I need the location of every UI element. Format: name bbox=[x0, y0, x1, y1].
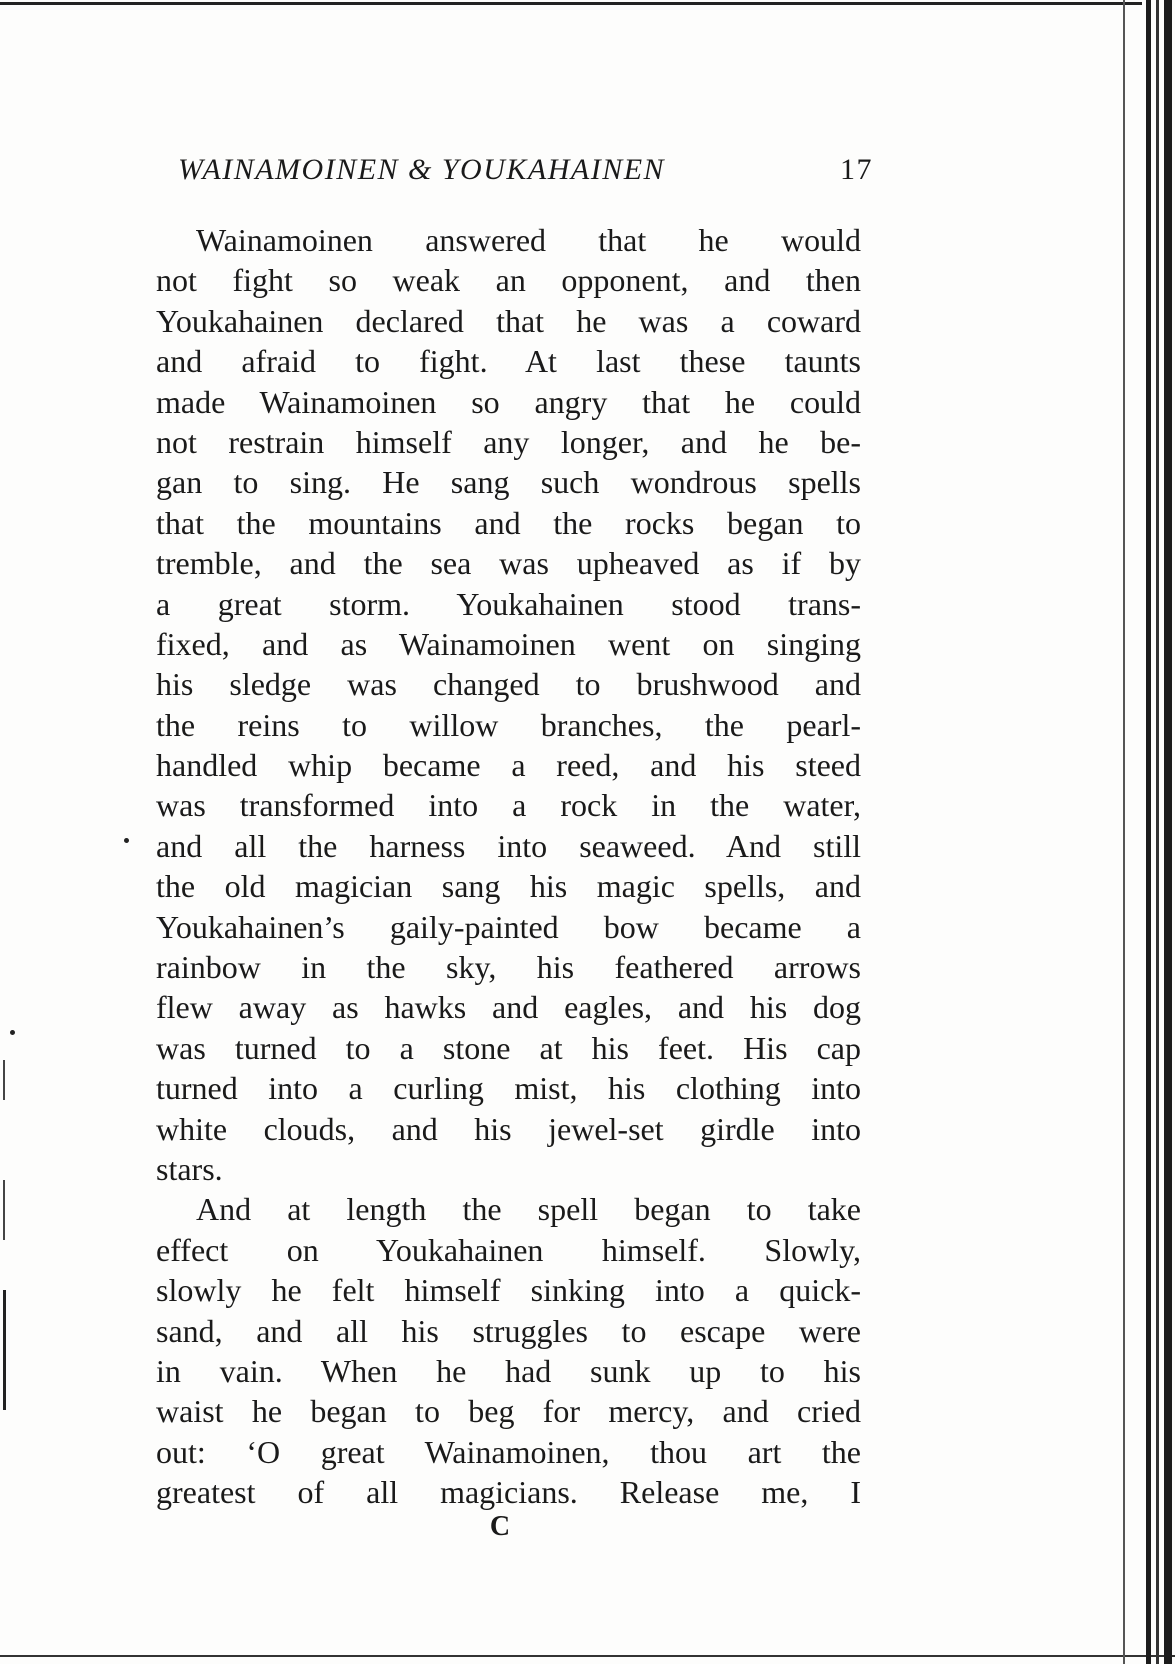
ink-speck bbox=[10, 1030, 15, 1035]
binding-edge bbox=[1146, 0, 1151, 1664]
text-line: the reins to willow branches, the pearl- bbox=[156, 706, 861, 743]
text-line: And at length the spell began to take bbox=[196, 1191, 861, 1228]
text-line: not restrain himself any longer, and he be- bbox=[156, 423, 861, 460]
scan-margin-mark bbox=[3, 1180, 5, 1240]
text-line: was transformed into a rock in the water, bbox=[156, 787, 861, 824]
scan-margin-mark bbox=[3, 1290, 6, 1410]
text-line: tremble, and the sea was upheaved as if by bbox=[156, 545, 861, 582]
text-line: greatest of all magicians. Release me, I bbox=[156, 1474, 861, 1511]
text-line: his sledge was changed to brushwood and bbox=[156, 666, 861, 703]
text-line: turned into a curling mist, his clothing into bbox=[156, 1070, 861, 1107]
text-line: waist he began to beg for mercy, and cried bbox=[156, 1393, 861, 1430]
scan-margin-mark bbox=[3, 1060, 5, 1100]
text-line: made Wainamoinen so angry that he could bbox=[156, 383, 861, 420]
binding-edge bbox=[1123, 0, 1125, 1664]
text-line: fixed, and as Wainamoinen went on singing bbox=[156, 625, 861, 662]
text-line: white clouds, and his jewel-set girdle into bbox=[156, 1110, 861, 1147]
text-line: Youkahainen’s gaily-painted bow became a bbox=[156, 908, 861, 945]
body-text bbox=[156, 220, 861, 1513]
text-line: that the mountains and the rocks began to bbox=[156, 504, 861, 541]
text-line: and all the harness into seaweed. And still bbox=[156, 827, 861, 864]
text-line: flew away as hawks and eagles, and his dog bbox=[156, 989, 861, 1026]
text-line: the old magician sang his magic spells, and bbox=[156, 868, 861, 905]
running-head-title: WAINAMOINEN & YOUKAHAINEN bbox=[178, 153, 666, 186]
text-line: a great storm. Youkahainen stood trans- bbox=[156, 585, 861, 622]
signature-mark: C bbox=[489, 1511, 511, 1542]
text-line: was turned to a stone at his feet. His cap bbox=[156, 1029, 861, 1066]
text-line: Wainamoinen answered that he would bbox=[196, 222, 861, 258]
text-line: slowly he felt himself sinking into a quick- bbox=[156, 1272, 861, 1309]
text-line: in vain. When he had sunk up to his bbox=[156, 1352, 861, 1389]
text-line: not fight so weak an opponent, and then bbox=[156, 262, 861, 299]
text-line: handled whip became a reed, and his steed bbox=[156, 747, 861, 784]
ink-speck bbox=[124, 838, 129, 843]
text-line: stars. bbox=[156, 1150, 223, 1187]
top-page-edge bbox=[0, 2, 1142, 5]
running-head bbox=[178, 150, 873, 190]
binding-edge bbox=[1164, 0, 1172, 1664]
text-line: rainbow in the sky, his feathered arrows bbox=[156, 949, 861, 986]
binding-edge bbox=[1156, 0, 1159, 1664]
text-line: gan to sing. He sang such wondrous spells bbox=[156, 464, 861, 501]
text-line: sand, and all his struggles to escape were bbox=[156, 1312, 861, 1349]
text-line: out: ‘O great Wainamoinen, thou art the bbox=[156, 1433, 861, 1470]
text-line: Youkahainen declared that he was a coward bbox=[156, 302, 861, 339]
text-line: and afraid to fight. At last these taunts bbox=[156, 343, 861, 380]
page-number: 17 bbox=[840, 153, 873, 186]
text-line: effect on Youkahainen himself. Slowly, bbox=[156, 1231, 861, 1268]
bottom-page-edge bbox=[0, 1655, 1175, 1657]
